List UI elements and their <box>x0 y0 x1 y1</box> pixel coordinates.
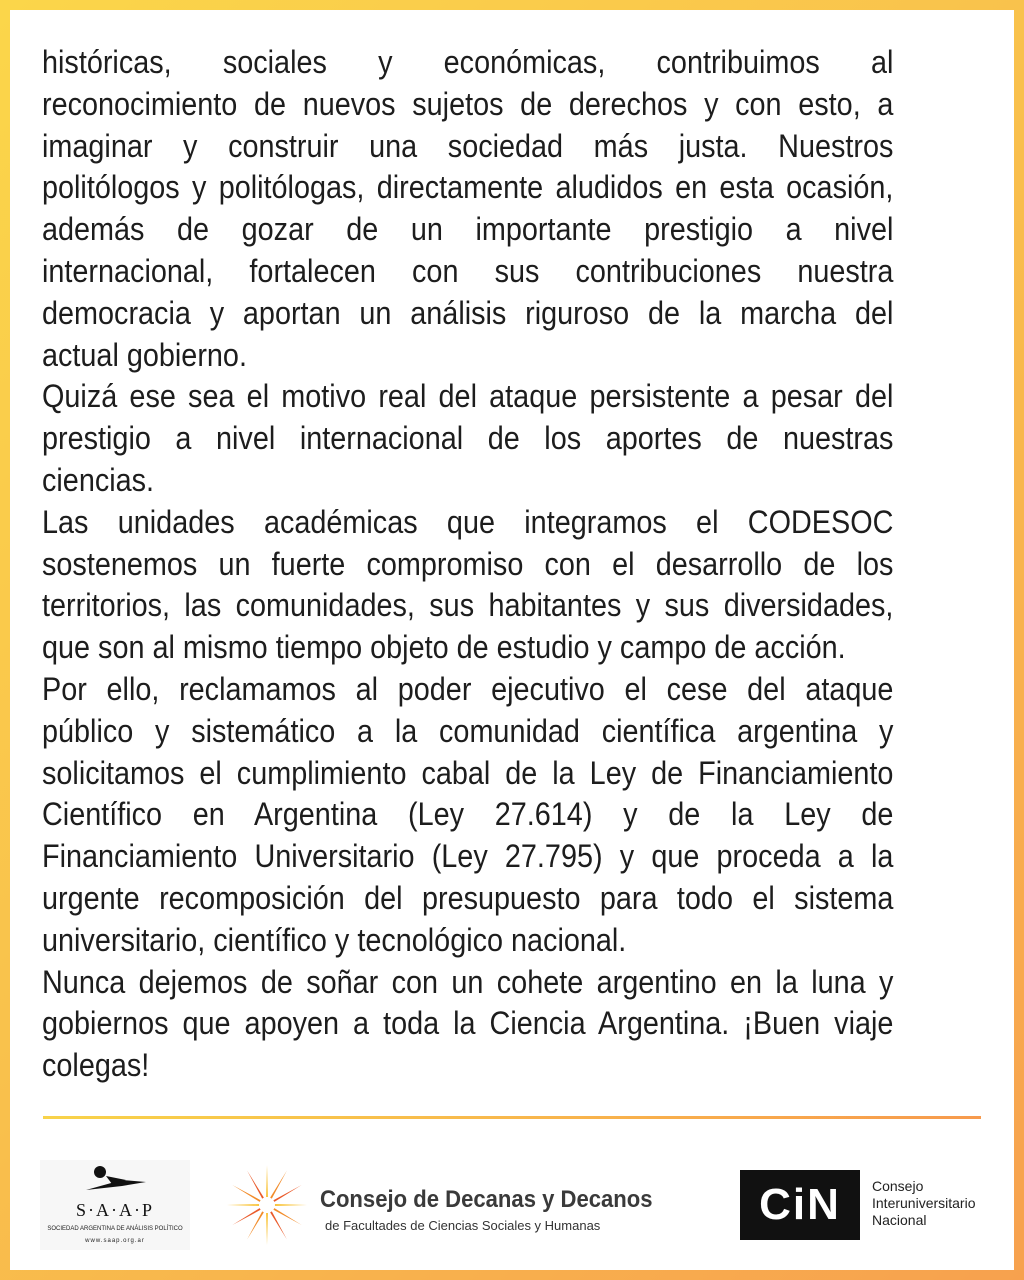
cin-line-1: Consejo <box>872 1178 924 1194</box>
text-line: colegas! <box>42 1047 150 1084</box>
text-line: ciencias. <box>42 461 155 498</box>
text-line: Nunca dejemos de soñar con un cohete argentino en la luna y <box>42 963 894 1000</box>
document-card <box>10 10 1014 1270</box>
decanos-subtitle: de Facultades de Ciencias Sociales y Humanas <box>325 1218 601 1233</box>
divider-line <box>43 1116 981 1119</box>
paragraph <box>42 376 893 501</box>
text-line: politólogos y politólogas, directamente aludidos en esta ocasión, <box>42 169 894 206</box>
text-line: prestigio a nivel internacional de los aportes de nuestras <box>42 420 894 457</box>
paragraph <box>42 669 893 962</box>
text-line: reconocimiento de nuevos sujetos de derechos y con esto, a <box>42 85 894 122</box>
text-line: Las unidades académicas que integramos el CODESOC <box>42 503 894 540</box>
saap-subtitle: SOCIEDAD ARGENTINA DE ANÁLISIS POLÍTICO <box>47 1226 183 1232</box>
paragraph <box>42 42 893 376</box>
text-line: actual gobierno. <box>42 336 247 373</box>
text-line: Financiamiento Universitario (Ley 27.795) y que proceda a la <box>42 838 894 875</box>
text-line: gobiernos que apoyen a toda la Ciencia Argentina. ¡Buen viaje <box>42 1005 894 1042</box>
starburst-ray <box>266 1213 268 1245</box>
text-line: además de gozar de un importante prestigio a nivel <box>42 211 894 248</box>
text-line: democracia y aportan un análisis riguroso de la marcha del <box>42 294 894 331</box>
cin-line-2: Interuniversitario <box>872 1195 976 1211</box>
text-line: que son al mismo tiempo objeto de estudio y campo de acción. <box>42 629 846 666</box>
saap-emblem-icon <box>82 1160 148 1200</box>
text-line: universitario, científico y tecnológico nacional. <box>42 921 627 958</box>
statement-body <box>42 42 893 1087</box>
paragraph <box>42 502 893 669</box>
text-line: solicitamos el cumplimiento cabal de la Ley de Financiamiento <box>42 754 894 791</box>
text-line: sostenemos un fuerte compromiso con el desarrollo de los <box>42 545 894 582</box>
text-line: público y sistemático a la comunidad científica argentina y <box>42 712 894 749</box>
saap-url: www.saap.org.ar <box>85 1238 145 1244</box>
starburst-ray <box>275 1204 307 1206</box>
decanos-title: Consejo de Decanas y Decanos <box>320 1186 653 1213</box>
text-line: históricas, sociales y económicas, contribuimos al <box>42 44 894 80</box>
cin-text <box>872 1178 1002 1229</box>
text-line: imaginar y construir una sociedad más justa. Nuestros <box>42 127 894 164</box>
text-line: Científico en Argentina (Ley 27.614) y de la Ley de <box>42 796 894 833</box>
text-line: urgente recomposición del presupuesto para todo el sistema <box>42 879 894 916</box>
paragraph <box>42 962 893 1087</box>
starburst-ray <box>266 1165 268 1197</box>
text-line: internacional, fortalecen con sus contribuciones nuestra <box>42 252 894 289</box>
text-line: Quizá ese sea el motivo real del ataque persistente a pesar del <box>42 378 894 415</box>
text-line: Por ello, reclamamos al poder ejecutivo el cese del ataque <box>42 670 894 707</box>
text-line: territorios, las comunidades, sus habitantes y sus diversidades, <box>42 587 894 624</box>
starburst-ray <box>227 1204 259 1206</box>
cin-line-3: Nacional <box>872 1212 927 1228</box>
saap-logo <box>40 1160 190 1250</box>
cin-logo <box>738 1160 1000 1244</box>
logo-footer <box>10 1150 1014 1250</box>
saap-title: S·A·A·P <box>75 1200 154 1220</box>
decanos-logo <box>222 1160 702 1250</box>
starburst-icon <box>222 1160 312 1250</box>
cin-mark: CiN <box>740 1170 860 1240</box>
